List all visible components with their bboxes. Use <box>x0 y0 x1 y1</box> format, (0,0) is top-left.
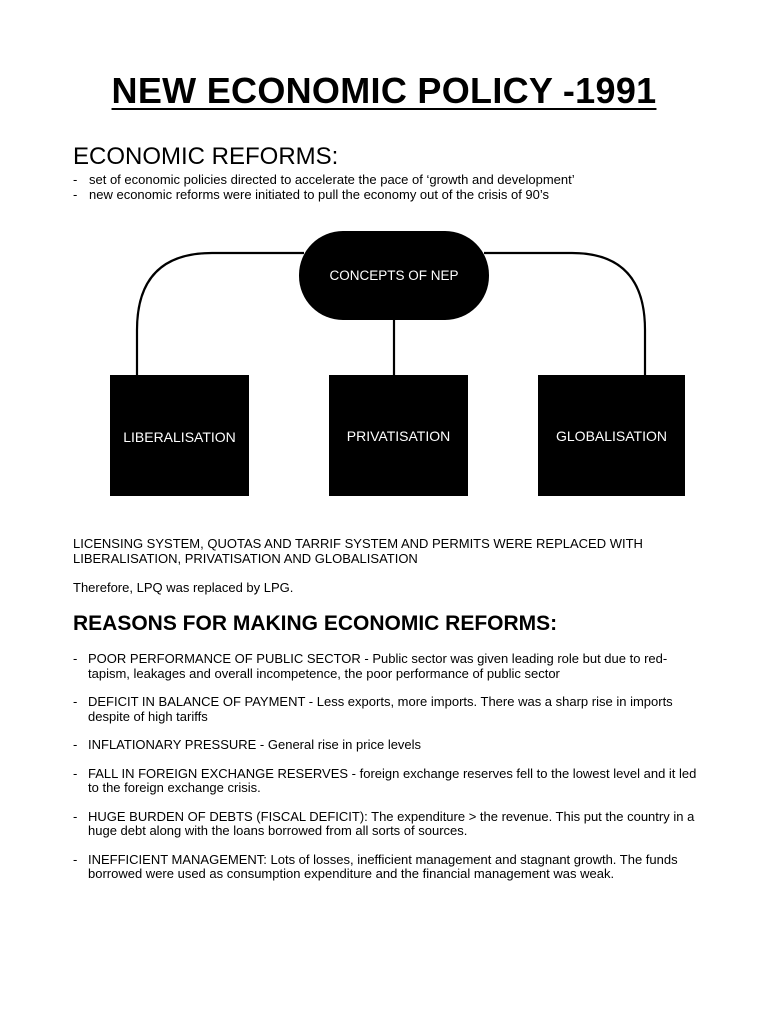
bullet-dash: - <box>73 694 78 709</box>
bullet-dash: - <box>73 187 78 202</box>
page-title-text: NEW ECONOMIC POLICY -1991 <box>111 70 657 111</box>
concepts-of-nep-node <box>299 231 489 320</box>
section-heading-economic-reforms: ECONOMIC REFORMS: <box>73 143 339 170</box>
reasons-list <box>73 652 703 896</box>
list-item <box>73 172 713 187</box>
bullet-dash: - <box>73 172 78 187</box>
bullet-dash: - <box>73 737 78 752</box>
globalisation-box <box>538 375 685 496</box>
connector-left <box>137 253 304 376</box>
list-item-text: DEFICIT IN BALANCE OF PAYMENT - Less exports, more imports. There was a sharp rise in imports despite of high tariffs <box>88 694 673 724</box>
privatisation-box <box>329 375 468 496</box>
bullet-dash: - <box>73 651 78 666</box>
page-title <box>0 70 768 112</box>
list-item <box>73 695 703 724</box>
economic-reforms-list <box>73 172 713 202</box>
privatisation-label: PRIVATISATION <box>346 427 451 444</box>
concepts-of-nep-label: CONCEPTS OF NEP <box>329 268 459 283</box>
list-item <box>73 810 703 839</box>
globalisation-label: GLOBALISATION <box>556 427 667 444</box>
list-item <box>73 767 703 796</box>
connector-right <box>484 253 645 376</box>
liberalisation-box <box>110 375 249 496</box>
list-item <box>73 187 713 202</box>
replacement-paragraph: LICENSING SYSTEM, QUOTAS AND TARRIF SYSTEM AND PERMITS WERE REPLACED WITH LIBERALISATION, PRIVATISATION AND GLOBALISATION <box>73 536 643 566</box>
lpq-lpg-paragraph: Therefore, LPQ was replaced by LPG. <box>73 580 294 595</box>
list-item-text: new economic reforms were initiated to pull the economy out of the crisis of 90’s <box>89 187 550 202</box>
list-item-text: POOR PERFORMANCE OF PUBLIC SECTOR - Public sector was given leading role but due to red-tapism, leakages and overall incompetence, the poor performance of public sector <box>88 651 668 681</box>
list-item <box>73 652 703 681</box>
list-item-text: INFLATIONARY PRESSURE - General rise in price levels <box>88 737 422 752</box>
bullet-dash: - <box>73 851 78 867</box>
list-item-text: HUGE BURDEN OF DEBTS (FISCAL DEFICIT): The expenditure > the revenue. This put the country in a huge debt along with the loans borrowed from all sorts of sources. <box>88 808 695 838</box>
bullet-dash: - <box>73 808 78 824</box>
liberalisation-label: LIBERALISATION <box>123 428 236 445</box>
bullet-dash: - <box>73 765 78 781</box>
list-item-text: INEFFICIENT MANAGEMENT: Lots of losses, inefficient management and stagnant growth. The funds borrowed were used as consumption expenditure and the financial management was weak. <box>88 851 678 881</box>
list-item <box>73 853 703 882</box>
list-item-text: set of economic policies directed to accelerate the pace of ‘growth and development’ <box>89 172 575 187</box>
list-item <box>73 738 703 753</box>
section-heading-reasons: REASONS FOR MAKING ECONOMIC REFORMS: <box>73 612 558 635</box>
list-item-text: FALL IN FOREIGN EXCHANGE RESERVES - foreign exchange reserves fell to the lowest level and it led to the foreign exchange crisis. <box>88 765 697 795</box>
